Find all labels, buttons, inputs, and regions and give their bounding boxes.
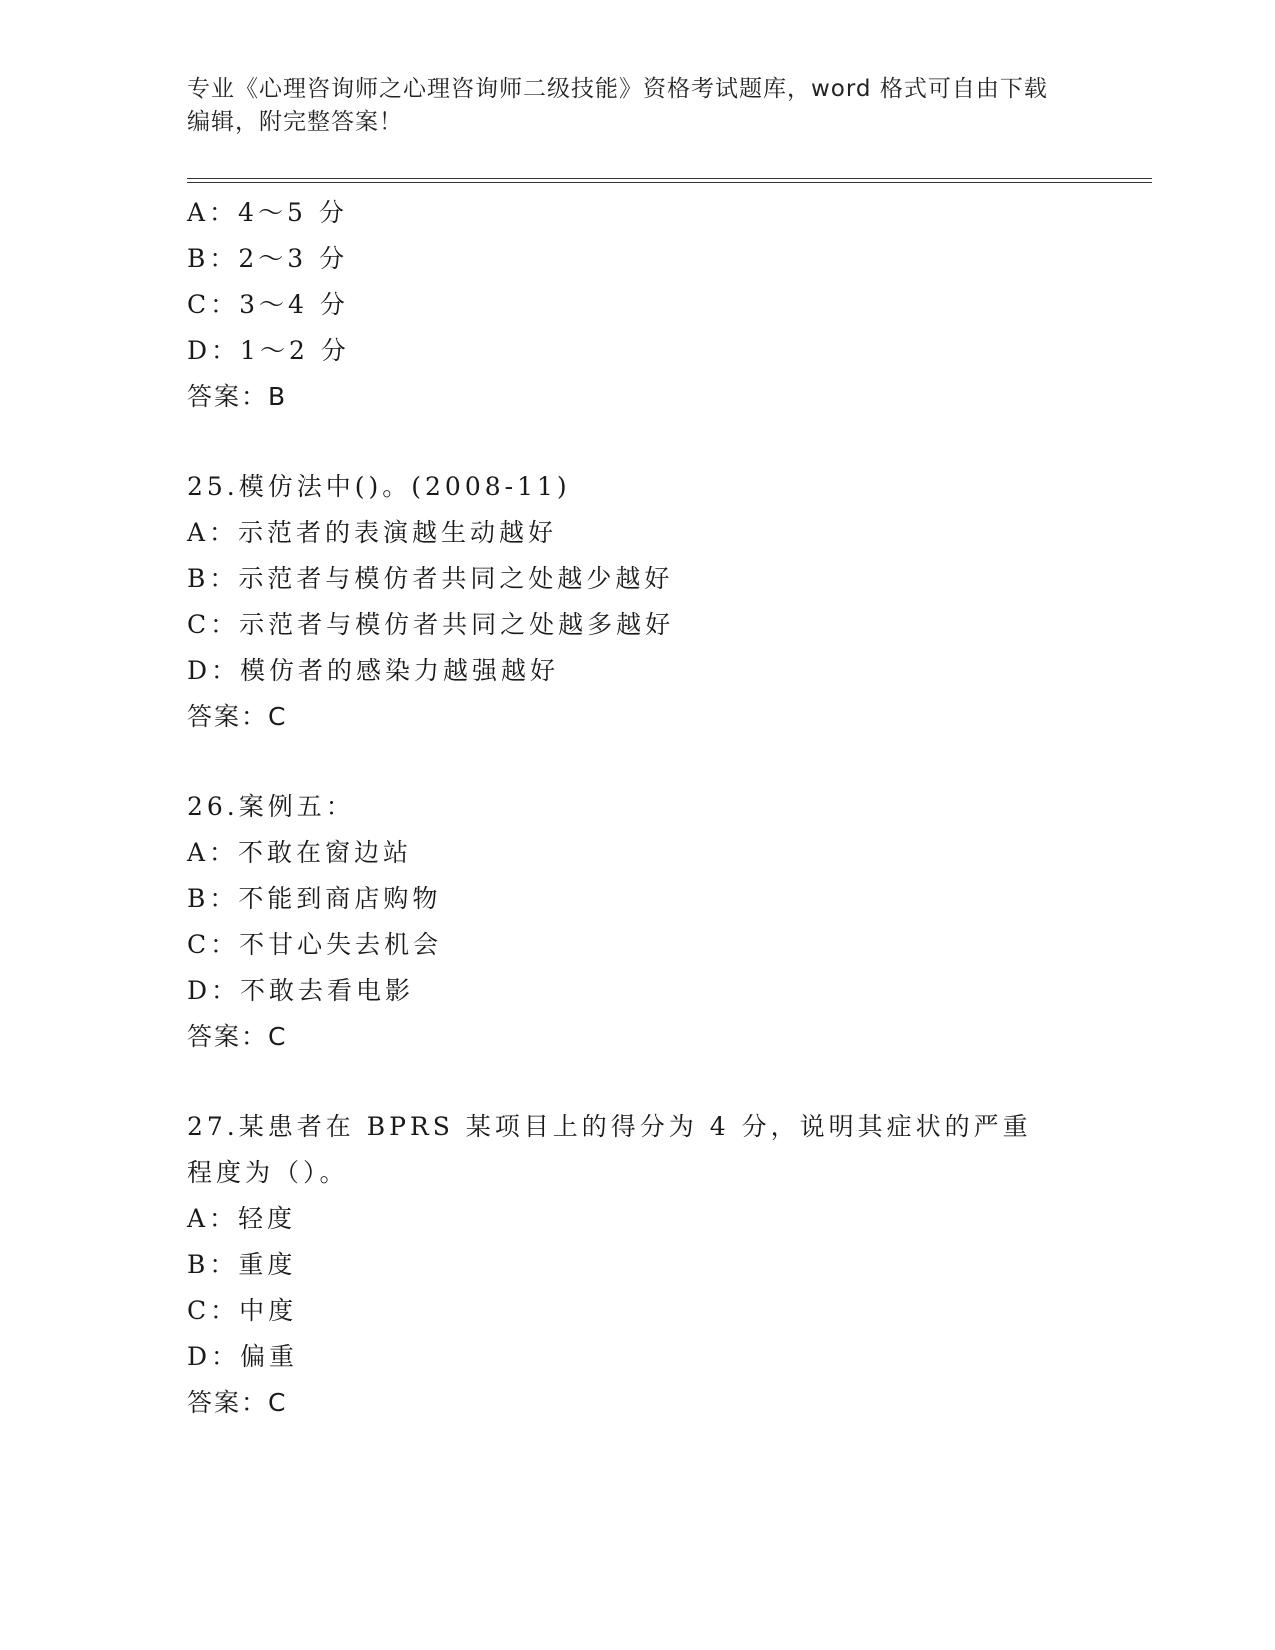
option-c: C：3～4 分 [187, 290, 349, 319]
option-a: A：不敢在窗边站 [187, 838, 413, 867]
question-title: 25.模仿法中()。(2008-11) [187, 472, 571, 501]
option-b: B：重度 [187, 1250, 297, 1279]
question-block [187, 1104, 1087, 1426]
option-c: C：中度 [187, 1296, 298, 1325]
option-a: A：4～5 分 [187, 198, 348, 227]
option-d: D：1～2 分 [187, 336, 350, 365]
header-text: 专业《心理咨询师之心理咨询师二级技能》资格考试题库，word 格式可自由下载编辑，附完整答案！ [187, 76, 1048, 135]
answer-line: 答案：C [187, 1388, 288, 1417]
option-c: C：示范者与模仿者共同之处越多越好 [187, 610, 675, 639]
question-block [187, 464, 1087, 740]
question-block [187, 784, 1087, 1060]
question-title: 26.案例五： [187, 792, 355, 821]
option-b: B：示范者与模仿者共同之处越少越好 [187, 564, 674, 593]
option-d: D：模仿者的感染力越强越好 [187, 656, 560, 685]
question-block [187, 190, 1087, 420]
option-b: B：不能到商店购物 [187, 884, 442, 913]
option-a: A：轻度 [187, 1204, 297, 1233]
option-b: B：2～3 分 [187, 244, 349, 273]
answer-line: 答案：B [187, 382, 288, 411]
question-title: 27.某患者在 BPRS 某项目上的得分为 4 分，说明其症状的严重程度为（）。 [187, 1112, 1032, 1187]
question-list [187, 190, 1087, 1470]
option-d: D：偏重 [187, 1342, 299, 1371]
option-a: A：示范者的表演越生动越好 [187, 518, 558, 547]
option-d: D：不敢去看电影 [187, 976, 415, 1005]
option-c: C：不甘心失去机会 [187, 930, 443, 959]
answer-line: 答案：C [187, 1022, 288, 1051]
answer-line: 答案：C [187, 702, 288, 731]
header-divider [187, 178, 1152, 183]
